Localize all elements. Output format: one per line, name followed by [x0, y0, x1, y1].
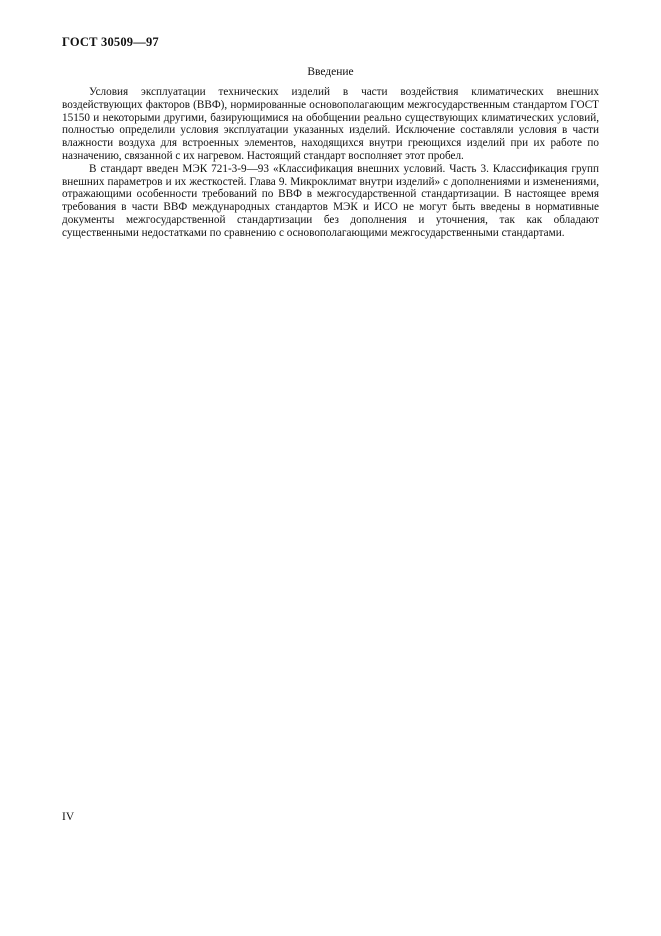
- document-code-header: ГОСТ 30509—97: [62, 35, 159, 49]
- body-text: [62, 86, 599, 240]
- paragraph-2: В стандарт введен МЭК 721-3-9—93 «Классификация внешних условий. Часть 3. Классификация групп внешних параметров и их жесткостей. Глава 9. Микроклимат внутри изделий» с дополнениями и изменениями, отражающими особенности требований по ВВФ в межгосударственной стандартизации. В настоящее время требования в части ВВФ международных стандартов МЭК и ИСО не могут быть введены в нормативные документы межгосударственной стандартизации без дополнения и уточнения, так как обладают существенными недостатками по сравнению с основополагающими межгосударственными стандартами.: [62, 162, 599, 239]
- paragraph-1: Условия эксплуатации технических изделий в части воздействия климатических внешних воздействующих факторов (ВВФ), нормированные основополагающим межгосударственным стандартом ГОСТ 15150 и некоторыми другими, базирующимися на обобщении реально существующих климатических условий, полностью определили условия эксплуатации указанных изделий. Исключение составляли условия в части влажности воздуха для встроенных элементов, находящихся внутри греющихся изделий при их работе по назначению, связанной с их нагревом. Настоящий стандарт восполняет этот пробел.: [62, 86, 599, 162]
- page-number: IV: [62, 811, 75, 823]
- section-title: Введение: [307, 66, 354, 78]
